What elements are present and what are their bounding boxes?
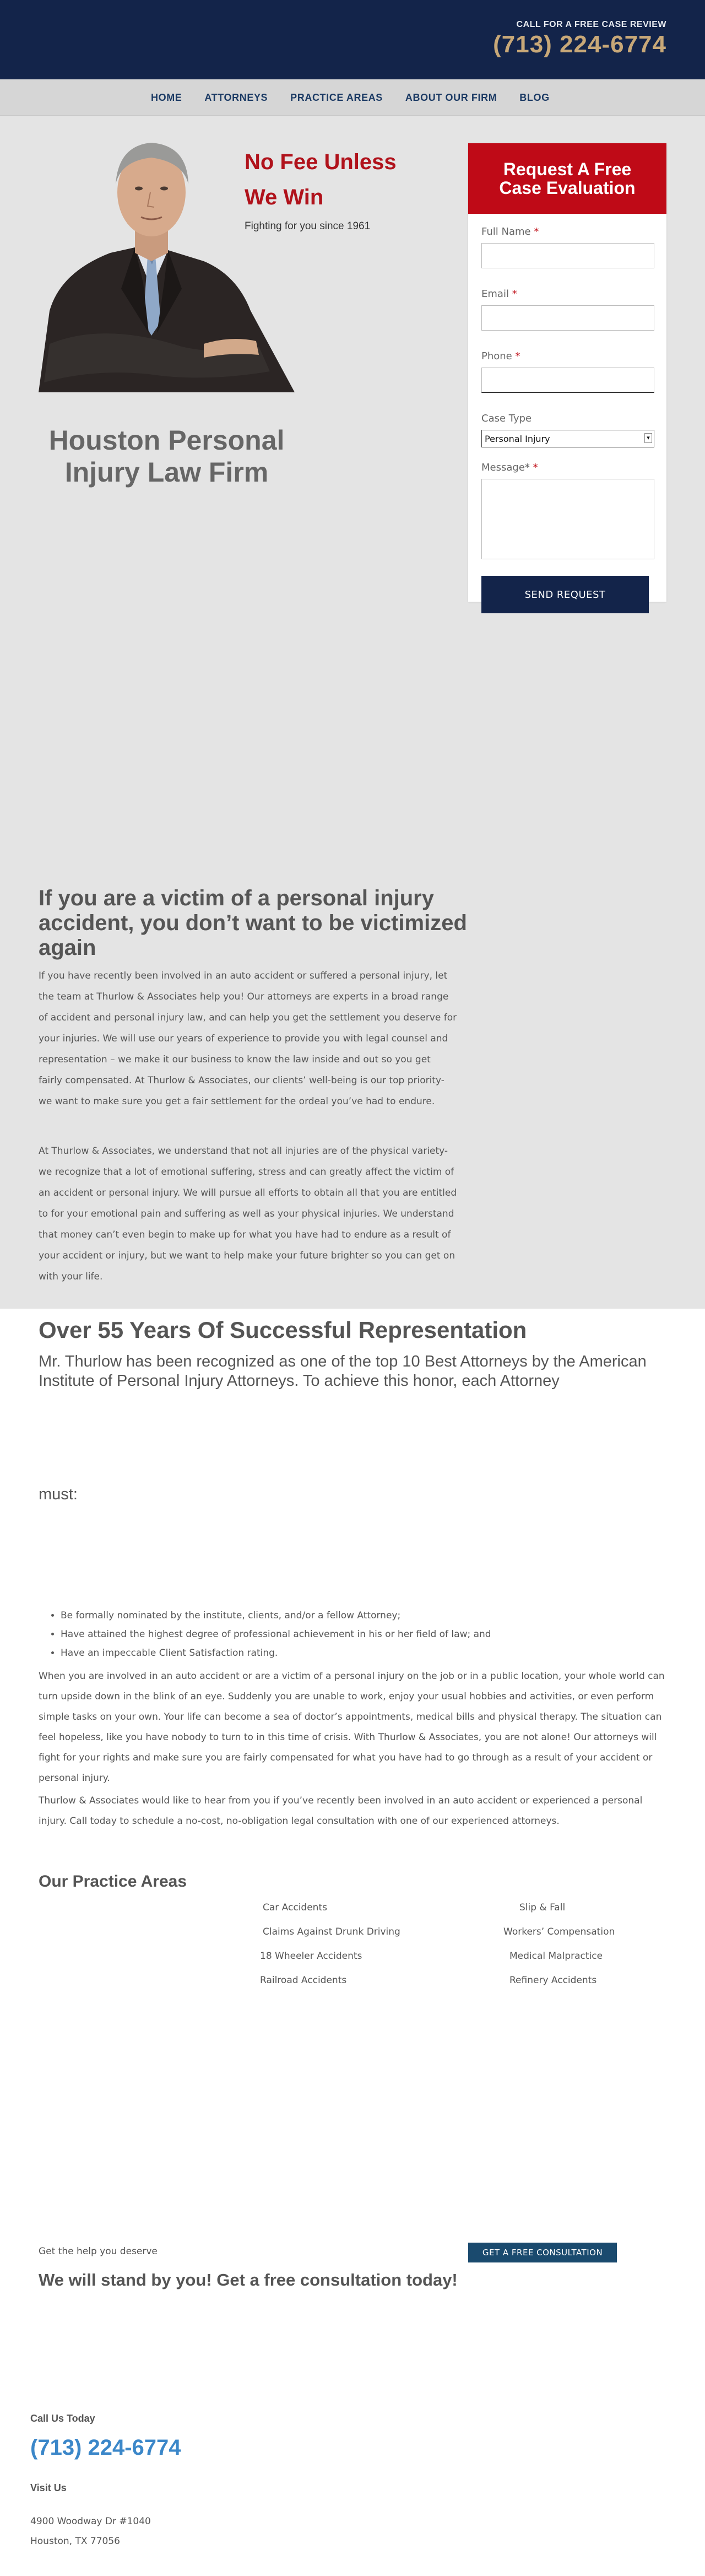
representation-paragraph-1: When you are involved in an auto accident or are a victim of a personal injury on the job or in a public location, your whole world can turn upside down in the blink of an eye. Suddenly you are unable to work, enjoy your usual hobbies and activities, or even perform simple tasks on your own. Your life can become a sea of doctor’s appointments, medical bills and physical therapy. The situation can feel hopeless, like you have nobody to turn to in this time of crisis. With Thurlow & Associates, you are not alone! Our attorneys will fight for your rights and make sure you are fairly compensated for what you have had to go through as a result of your accident or personal injury. [39, 1671, 665, 1784]
full-name-field[interactable] [481, 243, 654, 268]
header-phone-link[interactable]: (713) 224-6774 [493, 31, 666, 58]
form-heading-line2: Case Evaluation [499, 178, 636, 198]
phone-field[interactable] [481, 368, 654, 393]
case-type-value: Personal Injury [485, 434, 550, 444]
form-heading [468, 143, 666, 214]
case-evaluation-form [468, 143, 666, 602]
free-consultation-button[interactable]: GET A FREE CONSULTATION [468, 2243, 617, 2262]
main-nav [0, 79, 705, 116]
hero-title-line2: We Win [245, 185, 324, 209]
practice-railroad[interactable]: Railroad Accidents [260, 1975, 347, 1986]
nav-item-blog[interactable]: BLOG [519, 91, 550, 103]
phone-label: Phone * [481, 350, 520, 362]
full-name-label: Full Name * [481, 226, 539, 237]
nav-item-about[interactable]: ABOUT OUR FIRM [405, 91, 497, 103]
nav-item-attorneys[interactable]: ATTORNEYS [204, 91, 268, 103]
nav-item-home[interactable]: HOME [151, 91, 182, 103]
cta-kicker: Get the help you deserve [39, 2246, 158, 2257]
firm-title: Houston Personal Injury Law Firm [48, 425, 285, 488]
cta-headline: We will stand by you! Get a free consultation today! [39, 2270, 458, 2289]
must-label: must: [39, 1486, 78, 1503]
hero-title-line1: No Fee Unless [245, 150, 397, 174]
practice-refinery[interactable]: Refinery Accidents [509, 1975, 597, 1986]
nav-list [151, 79, 572, 116]
email-field[interactable] [481, 305, 654, 331]
case-type-select[interactable] [481, 430, 654, 447]
representation-heading: Over 55 Years Of Successful Representation [39, 1317, 527, 1343]
intro-paragraph-2: At Thurlow & Associates, we understand that not all injuries are of the physical variety- we recognize that a lot of emotional suffering, stress and can greatly affect the victim of an accident or personal injury. We will pursue all efforts to obtain all that you are entitled to for your emotional pain and suffering as well as your physical injuries. We understand that money can’t even begin to make up for what you have had to endure as a result of your accident or injury, but we want to help make your future brighter so you can get on with your life. [39, 1146, 457, 1282]
message-field[interactable] [481, 479, 654, 559]
representation-subheading: Mr. Thurlow has been recognized as one of the top 10 Best Attorneys by the American Institute of Personal Injury Attorneys. To achieve this honor, each Attorney [39, 1353, 647, 1390]
send-request-button[interactable]: SEND REQUEST [481, 576, 649, 613]
footer-phone-link[interactable]: (713) 224-6774 [30, 2435, 181, 2460]
top-header [0, 0, 705, 79]
practice-areas-heading: Our Practice Areas [39, 1872, 187, 1891]
chevron-down-icon: ▾ [644, 433, 652, 443]
form-body [468, 214, 666, 613]
intro-paragraph-1: If you have recently been involved in an auto accident or suffered a personal injury, let the team at Thurlow & Associates help you! Our attorneys are experts in a broad range of accident and personal injury law, and can help you get the settlement you deserve for your injuries. We will use our years of experience to provide you with legal counsel and representation – we make it our business to know the law inside and out so you get fairly compensated. At Thurlow & Associates, our clients’ well-being is our top priority- we want to make sure you get a fair settlement for the ordeal you’ve had to endure. [39, 970, 457, 1107]
practice-workers-comp[interactable]: Workers’ Compensation [503, 1926, 615, 1937]
practice-car-accidents[interactable]: Car Accidents [263, 1902, 327, 1913]
hero-title [245, 144, 397, 215]
practice-drunk-driving[interactable]: Claims Against Drunk Driving [263, 1926, 400, 1937]
representation-paragraph-2: Thurlow & Associates would like to hear from you if you’ve recently been involved in an auto accident or experienced a personal injury. Call today to schedule a no-cost, no-obligation legal consultation with one of our experienced attorneys. [39, 1795, 643, 1827]
practice-18-wheeler[interactable]: 18 Wheeler Accidents [260, 1951, 362, 1962]
case-type-label: Case Type [481, 413, 532, 424]
call-label: CALL FOR A FREE CASE REVIEW [516, 20, 666, 29]
message-label: Message* * [481, 462, 538, 473]
email-label: Email * [481, 288, 517, 300]
address-line-2: Houston, TX 77056 [30, 2536, 120, 2547]
address-line-1: 4900 Woodway Dr #1040 [30, 2516, 151, 2527]
list-item: • Have an impeccable Client Satisfaction rating. [61, 1644, 491, 1662]
list-item: • Be formally nominated by the institute, clients, and/or a fellow Attorney; [61, 1606, 491, 1625]
criteria-list [61, 1606, 491, 1662]
visit-us-label: Visit Us [30, 2482, 67, 2493]
practice-medical-malpractice[interactable]: Medical Malpractice [509, 1951, 603, 1962]
form-heading-line1: Request A Free [503, 159, 632, 179]
list-item: • Have attained the highest degree of professional achievement in his or her field of law; and [61, 1625, 491, 1644]
nav-item-practice-areas[interactable]: PRACTICE AREAS [290, 91, 383, 103]
call-us-label: Call Us Today [30, 2413, 95, 2424]
victim-heading: If you are a victim of a personal injury accident, you don’t want to be victimized again [39, 886, 467, 960]
hero-subtitle: Fighting for you since 1961 [245, 220, 371, 232]
practice-slip-fall[interactable]: Slip & Fall [519, 1902, 566, 1913]
